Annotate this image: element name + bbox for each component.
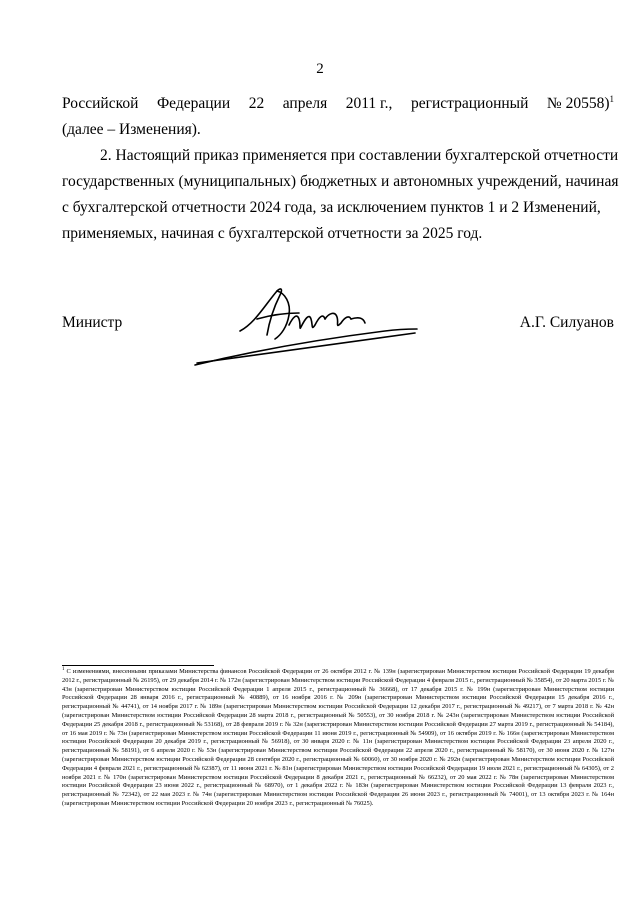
footnote: [62, 668, 614, 809]
word: апреля: [282, 95, 328, 112]
paragraph-2-line-1: 2. Настоящий приказ применяется при составлении бухгалтерской отчетности: [100, 147, 619, 164]
handwritten-signature: [185, 283, 425, 373]
footnote-reference: 1: [609, 93, 614, 104]
paragraph-2-line-3: с бухгалтерской отчетности 2024 года, за исключением пунктов 1 и 2 Изменений,: [62, 199, 601, 216]
word-with-footnote: [547, 91, 614, 117]
footnote-marker: 1: [62, 666, 65, 672]
paragraph-1-line-2: (далее – Изменения).: [62, 121, 201, 138]
word: Российской: [62, 95, 139, 112]
word: Федерации: [156, 95, 231, 112]
signer-name: А.Г. Силуанов: [519, 314, 614, 331]
paragraph-2-line-4: применяемых, начиная с бухгалтерской отчетности за 2025 год.: [62, 225, 483, 242]
word: регистрационный: [410, 95, 529, 112]
position-title: Министр: [62, 314, 123, 331]
word: 2011 г.,: [345, 95, 393, 112]
page-number: 2: [316, 61, 324, 77]
word: № 20558): [546, 95, 610, 112]
footnote-text: С изменениями, внесенными приказами Министерства финансов Российской Федерации от 26 октября 2012 г. № 139н (зарегистрирован Министерством юстиции Российской Федерации 19 декабря 2012 г., регистрационный № 26195), от 29 декабря 2014 г. № 172н (зарегистрирован Министерством юстиции Российской Федерации 4 февраля 2015 г., регистрационный № 35854), от 20 марта 2015 г. № 43н (зарегистрирован Министерством юстиции Российской Федерации 1 апреля 2015 г., регистрационный № 36668), от 17 декабря 2015 г. № 199н (зарегистрирован Министерством юстиции Российской Федерации 28 января 2016 г., регистрационный № 40889), от 16 ноября 2016 г. № 209н (зарегистрирован Министерством юстиции Российской Федерации 15 декабря 2016 г., регистрационный № 44741), от 14 ноября 2017 г. № 189н (зарегистрирован Министерством юстиции Российской Федерации 12 декабря 2017 г., регистрационный № 49217), от 7 марта 2018 г. № 42н (зарегистрирован Министерством юстиции Российской Федерации 28 марта 2018 г., регистрационный № 50553), от 30 ноября 2018 г. № 243н (зарегистрирован Министерством юстиции Российской Федерации 25 декабря 2018 г., регистрационный № 53168), от 28 февраля 2019 г. № 32н (зарегистрирован Министерством юстиции Российской Федерации 27 марта 2019 г., регистрационный № 54184), от 16 мая 2019 г. № 73н (зарегистрирован Министерством юстиции Российской Федерации 11 июня 2019 г., регистрационный № 54909), от 16 октября 2019 г. № 166н (зарегистрирован Министерством юстиции Российской Федерации 20 декабря 2019 г., регистрационный № 56918), от 30 января 2020 г. № 11н (зарегистрирован Министерством юстиции Российской Федерации 23 апреля 2020 г., регистрационный № 58191), от 6 апреля 2020 г. № 53н (зарегистрирован Министерством юстиции Российской Федерации 22 апреля 2020 г., регистрационный № 58170), от 30 июня 2020 г. № 127н (зарегистрирован Министерством юстиции Российской Федерации 28 сентября 2020 г., регистрационный № 60060), от 30 ноября 2020 г. № 292н (зарегистрирован Министерством юстиции Российской Федерации 4 февраля 2021 г., регистрационный № 62387), от 11 июня 2021 г. № 81н (зарегистрирован Министерством юстиции Российской Федерации 19 июля 2021 г., регистрационный № 64305), от 2 ноября 2021 г. № 170н (зарегистрирован Министерством юстиции Российской Федерации 8 декабря 2021 г., регистрационный № 66232), от 20 мая 2022 г. № 78н (зарегистрирован Министерством юстиции Российской Федерации 23 июня 2022 г., регистрационный № 68970), от 1 декабря 2022 г. № 183н (зарегистрирован Министерством юстиции Российской Федерации 13 февраля 2023 г., регистрационный № 72342), от 22 мая 2023 г. № 74н (зарегистрирован Министерством юстиции Российской Федерации 26 июня 2023 г., регистрационный № 74001), от 13 октября 2023 г. № 164н (зарегистрирован Министерством юстиции Российской Федерации 20 ноября 2023 г., регистрационный № 76025).: [62, 668, 614, 807]
paragraph-2-line-2: государственных (муниципальных) бюджетных и автономных учреждений, начиная: [62, 173, 619, 190]
word: 22: [248, 95, 265, 112]
paragraph-1-line-1: [62, 91, 614, 117]
footnote-separator: [62, 665, 214, 666]
